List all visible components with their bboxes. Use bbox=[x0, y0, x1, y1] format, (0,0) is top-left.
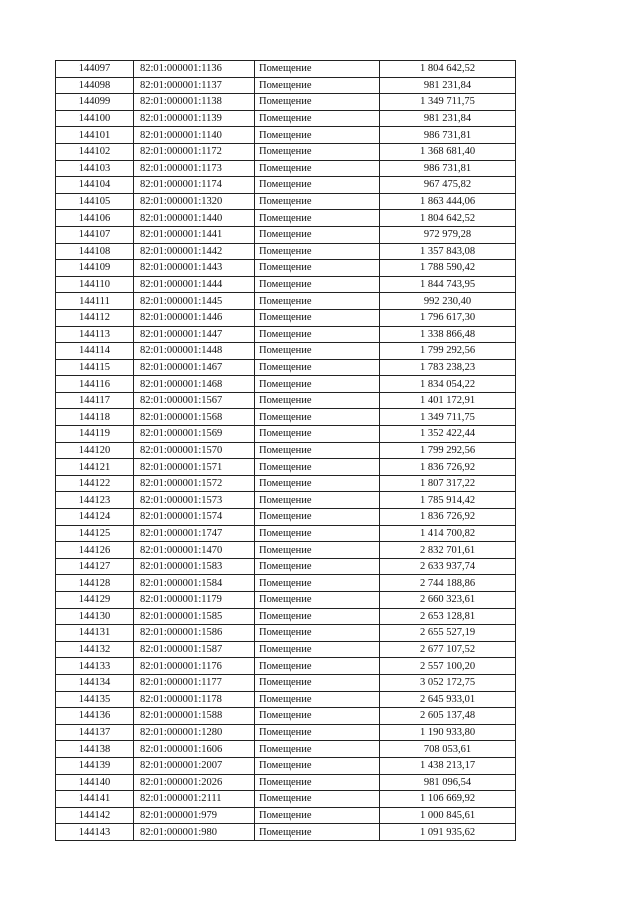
table-row bbox=[56, 691, 516, 708]
cadastral-value-cell: 1 357 843,08 bbox=[380, 243, 516, 260]
object-type-cell: Помещение bbox=[255, 575, 380, 592]
table-row bbox=[56, 459, 516, 476]
cadastral-value-cell: 981 231,84 bbox=[380, 110, 516, 127]
object-type-cell: Помещение bbox=[255, 824, 380, 841]
row-number-cell: 144137 bbox=[56, 724, 134, 741]
object-type-cell: Помещение bbox=[255, 276, 380, 293]
row-number-cell: 144140 bbox=[56, 774, 134, 791]
row-number-cell: 144111 bbox=[56, 293, 134, 310]
object-type-cell: Помещение bbox=[255, 409, 380, 426]
row-number-cell: 144136 bbox=[56, 708, 134, 725]
object-type-cell: Помещение bbox=[255, 741, 380, 758]
cadastral-value-cell: 2 832 701,61 bbox=[380, 542, 516, 559]
cadastral-number-cell: 82:01:000001:1571 bbox=[134, 459, 255, 476]
cadastral-value-cell: 981 096,54 bbox=[380, 774, 516, 791]
table-row bbox=[56, 293, 516, 310]
row-number-cell: 144100 bbox=[56, 110, 134, 127]
table-row bbox=[56, 608, 516, 625]
table-row bbox=[56, 475, 516, 492]
cadastral-value-cell: 1 438 213,17 bbox=[380, 757, 516, 774]
cadastral-value-cell: 708 053,61 bbox=[380, 741, 516, 758]
cadastral-value-cell: 1 349 711,75 bbox=[380, 409, 516, 426]
row-number-cell: 144122 bbox=[56, 475, 134, 492]
cadastral-number-cell: 82:01:000001:1139 bbox=[134, 110, 255, 127]
cadastral-value-cell: 3 052 172,75 bbox=[380, 674, 516, 691]
object-type-cell: Помещение bbox=[255, 691, 380, 708]
cadastral-value-cell: 2 645 933,01 bbox=[380, 691, 516, 708]
row-number-cell: 144123 bbox=[56, 492, 134, 509]
table-row bbox=[56, 791, 516, 808]
object-type-cell: Помещение bbox=[255, 608, 380, 625]
cadastral-value-cell: 1 414 700,82 bbox=[380, 525, 516, 542]
table-row bbox=[56, 376, 516, 393]
cadastral-number-cell: 82:01:000001:1320 bbox=[134, 193, 255, 210]
object-type-cell: Помещение bbox=[255, 309, 380, 326]
cadastral-value-cell: 1 368 681,40 bbox=[380, 143, 516, 160]
object-type-cell: Помещение bbox=[255, 210, 380, 227]
object-type-cell: Помещение bbox=[255, 475, 380, 492]
object-type-cell: Помещение bbox=[255, 359, 380, 376]
table-row bbox=[56, 127, 516, 144]
object-type-cell: Помещение bbox=[255, 243, 380, 260]
object-type-cell: Помещение bbox=[255, 143, 380, 160]
cadastral-value-cell: 986 731,81 bbox=[380, 160, 516, 177]
cadastral-value-cell: 1 834 054,22 bbox=[380, 376, 516, 393]
row-number-cell: 144124 bbox=[56, 509, 134, 526]
cadastral-number-cell: 82:01:000001:1588 bbox=[134, 708, 255, 725]
cadastral-number-cell: 82:01:000001:2111 bbox=[134, 791, 255, 808]
row-number-cell: 144128 bbox=[56, 575, 134, 592]
cadastral-number-cell: 82:01:000001:1178 bbox=[134, 691, 255, 708]
cadastral-number-cell: 82:01:000001:1172 bbox=[134, 143, 255, 160]
table-row bbox=[56, 143, 516, 160]
cadastral-number-cell: 82:01:000001:979 bbox=[134, 807, 255, 824]
object-type-cell: Помещение bbox=[255, 77, 380, 94]
cadastral-value-cell: 2 653 128,81 bbox=[380, 608, 516, 625]
table-row bbox=[56, 210, 516, 227]
cadastral-value-cell: 1 106 669,92 bbox=[380, 791, 516, 808]
cadastral-value-cell: 1 338 866,48 bbox=[380, 326, 516, 343]
cadastral-value-cell: 1 000 845,61 bbox=[380, 807, 516, 824]
cadastral-value-cell: 1 799 292,56 bbox=[380, 343, 516, 360]
row-number-cell: 144117 bbox=[56, 392, 134, 409]
table-row bbox=[56, 392, 516, 409]
row-number-cell: 144135 bbox=[56, 691, 134, 708]
object-type-cell: Помещение bbox=[255, 193, 380, 210]
table-row bbox=[56, 160, 516, 177]
object-type-cell: Помещение bbox=[255, 724, 380, 741]
cadastral-number-cell: 82:01:000001:1445 bbox=[134, 293, 255, 310]
object-type-cell: Помещение bbox=[255, 426, 380, 443]
object-type-cell: Помещение bbox=[255, 525, 380, 542]
cadastral-number-cell: 82:01:000001:1587 bbox=[134, 641, 255, 658]
cadastral-value-cell: 2 677 107,52 bbox=[380, 641, 516, 658]
cadastral-value-cell: 992 230,40 bbox=[380, 293, 516, 310]
row-number-cell: 144097 bbox=[56, 61, 134, 78]
cadastral-number-cell: 82:01:000001:1176 bbox=[134, 658, 255, 675]
cadastral-number-cell: 82:01:000001:2026 bbox=[134, 774, 255, 791]
table-row bbox=[56, 807, 516, 824]
row-number-cell: 144126 bbox=[56, 542, 134, 559]
cadastral-number-cell: 82:01:000001:1136 bbox=[134, 61, 255, 78]
object-type-cell: Помещение bbox=[255, 127, 380, 144]
cadastral-number-cell: 82:01:000001:1140 bbox=[134, 127, 255, 144]
cadastral-value-cell: 1 836 726,92 bbox=[380, 509, 516, 526]
table-row bbox=[56, 757, 516, 774]
table-row bbox=[56, 110, 516, 127]
cadastral-value-cell: 1 349 711,75 bbox=[380, 94, 516, 111]
row-number-cell: 144113 bbox=[56, 326, 134, 343]
cadastral-value-cell: 1 788 590,42 bbox=[380, 260, 516, 277]
property-table bbox=[55, 60, 516, 841]
cadastral-value-cell: 981 231,84 bbox=[380, 77, 516, 94]
cadastral-number-cell: 82:01:000001:1444 bbox=[134, 276, 255, 293]
cadastral-value-cell: 1 190 933,80 bbox=[380, 724, 516, 741]
object-type-cell: Помещение bbox=[255, 392, 380, 409]
object-type-cell: Помещение bbox=[255, 110, 380, 127]
table-row bbox=[56, 641, 516, 658]
cadastral-number-cell: 82:01:000001:1137 bbox=[134, 77, 255, 94]
cadastral-value-cell: 1 352 422,44 bbox=[380, 426, 516, 443]
table-row bbox=[56, 724, 516, 741]
row-number-cell: 144121 bbox=[56, 459, 134, 476]
table-row bbox=[56, 426, 516, 443]
row-number-cell: 144107 bbox=[56, 226, 134, 243]
cadastral-number-cell: 82:01:000001:1470 bbox=[134, 542, 255, 559]
table-row bbox=[56, 492, 516, 509]
object-type-cell: Помещение bbox=[255, 807, 380, 824]
object-type-cell: Помещение bbox=[255, 442, 380, 459]
row-number-cell: 144099 bbox=[56, 94, 134, 111]
object-type-cell: Помещение bbox=[255, 459, 380, 476]
object-type-cell: Помещение bbox=[255, 293, 380, 310]
cadastral-number-cell: 82:01:000001:1585 bbox=[134, 608, 255, 625]
cadastral-value-cell: 967 475,82 bbox=[380, 177, 516, 194]
cadastral-number-cell: 82:01:000001:1747 bbox=[134, 525, 255, 542]
object-type-cell: Помещение bbox=[255, 160, 380, 177]
cadastral-number-cell: 82:01:000001:1440 bbox=[134, 210, 255, 227]
cadastral-value-cell: 1 796 617,30 bbox=[380, 309, 516, 326]
table-row bbox=[56, 243, 516, 260]
row-number-cell: 144116 bbox=[56, 376, 134, 393]
row-number-cell: 144101 bbox=[56, 127, 134, 144]
row-number-cell: 144108 bbox=[56, 243, 134, 260]
cadastral-value-cell: 1 807 317,22 bbox=[380, 475, 516, 492]
table-row bbox=[56, 409, 516, 426]
table-row bbox=[56, 94, 516, 111]
table-row bbox=[56, 509, 516, 526]
table-row bbox=[56, 708, 516, 725]
row-number-cell: 144110 bbox=[56, 276, 134, 293]
cadastral-number-cell: 82:01:000001:1174 bbox=[134, 177, 255, 194]
cadastral-value-cell: 1 783 238,23 bbox=[380, 359, 516, 376]
object-type-cell: Помещение bbox=[255, 326, 380, 343]
table-row bbox=[56, 658, 516, 675]
row-number-cell: 144098 bbox=[56, 77, 134, 94]
row-number-cell: 144130 bbox=[56, 608, 134, 625]
table-row bbox=[56, 525, 516, 542]
table-row bbox=[56, 442, 516, 459]
cadastral-value-cell: 2 557 100,20 bbox=[380, 658, 516, 675]
cadastral-value-cell: 2 633 937,74 bbox=[380, 558, 516, 575]
cadastral-value-cell: 1 844 743,95 bbox=[380, 276, 516, 293]
object-type-cell: Помещение bbox=[255, 343, 380, 360]
cadastral-number-cell: 82:01:000001:1574 bbox=[134, 509, 255, 526]
row-number-cell: 144125 bbox=[56, 525, 134, 542]
cadastral-value-cell: 1 799 292,56 bbox=[380, 442, 516, 459]
table-row bbox=[56, 276, 516, 293]
cadastral-value-cell: 1 804 642,52 bbox=[380, 61, 516, 78]
table-row bbox=[56, 77, 516, 94]
table-row bbox=[56, 326, 516, 343]
object-type-cell: Помещение bbox=[255, 757, 380, 774]
table-row bbox=[56, 558, 516, 575]
cadastral-value-cell: 1 804 642,52 bbox=[380, 210, 516, 227]
object-type-cell: Помещение bbox=[255, 641, 380, 658]
cadastral-number-cell: 82:01:000001:1448 bbox=[134, 343, 255, 360]
cadastral-value-cell: 1 836 726,92 bbox=[380, 459, 516, 476]
table-row bbox=[56, 674, 516, 691]
table-row bbox=[56, 824, 516, 841]
row-number-cell: 144104 bbox=[56, 177, 134, 194]
table-row bbox=[56, 193, 516, 210]
table-row bbox=[56, 542, 516, 559]
cadastral-number-cell: 82:01:000001:1468 bbox=[134, 376, 255, 393]
table-row bbox=[56, 359, 516, 376]
row-number-cell: 144133 bbox=[56, 658, 134, 675]
table-row bbox=[56, 309, 516, 326]
cadastral-number-cell: 82:01:000001:1446 bbox=[134, 309, 255, 326]
table-row bbox=[56, 592, 516, 609]
cadastral-number-cell: 82:01:000001:1177 bbox=[134, 674, 255, 691]
cadastral-value-cell: 2 744 188,86 bbox=[380, 575, 516, 592]
cadastral-number-cell: 82:01:000001:1179 bbox=[134, 592, 255, 609]
row-number-cell: 144138 bbox=[56, 741, 134, 758]
table-row bbox=[56, 774, 516, 791]
object-type-cell: Помещение bbox=[255, 226, 380, 243]
cadastral-number-cell: 82:01:000001:1280 bbox=[134, 724, 255, 741]
object-type-cell: Помещение bbox=[255, 558, 380, 575]
row-number-cell: 144129 bbox=[56, 592, 134, 609]
cadastral-number-cell: 82:01:000001:1568 bbox=[134, 409, 255, 426]
cadastral-number-cell: 82:01:000001:1443 bbox=[134, 260, 255, 277]
cadastral-number-cell: 82:01:000001:1569 bbox=[134, 426, 255, 443]
cadastral-number-cell: 82:01:000001:1573 bbox=[134, 492, 255, 509]
object-type-cell: Помещение bbox=[255, 674, 380, 691]
cadastral-number-cell: 82:01:000001:1441 bbox=[134, 226, 255, 243]
object-type-cell: Помещение bbox=[255, 376, 380, 393]
row-number-cell: 144143 bbox=[56, 824, 134, 841]
cadastral-number-cell: 82:01:000001:1606 bbox=[134, 741, 255, 758]
cadastral-number-cell: 82:01:000001:1570 bbox=[134, 442, 255, 459]
object-type-cell: Помещение bbox=[255, 94, 380, 111]
row-number-cell: 144118 bbox=[56, 409, 134, 426]
cadastral-number-cell: 82:01:000001:1586 bbox=[134, 625, 255, 642]
table-row bbox=[56, 575, 516, 592]
object-type-cell: Помещение bbox=[255, 658, 380, 675]
cadastral-number-cell: 82:01:000001:1467 bbox=[134, 359, 255, 376]
row-number-cell: 144106 bbox=[56, 210, 134, 227]
table-row bbox=[56, 226, 516, 243]
row-number-cell: 144132 bbox=[56, 641, 134, 658]
cadastral-number-cell: 82:01:000001:1567 bbox=[134, 392, 255, 409]
object-type-cell: Помещение bbox=[255, 61, 380, 78]
table-row bbox=[56, 260, 516, 277]
row-number-cell: 144139 bbox=[56, 757, 134, 774]
object-type-cell: Помещение bbox=[255, 791, 380, 808]
table-body bbox=[56, 61, 516, 841]
cadastral-number-cell: 82:01:000001:2007 bbox=[134, 757, 255, 774]
table-row bbox=[56, 61, 516, 78]
object-type-cell: Помещение bbox=[255, 177, 380, 194]
row-number-cell: 144102 bbox=[56, 143, 134, 160]
cadastral-number-cell: 82:01:000001:1583 bbox=[134, 558, 255, 575]
table-row bbox=[56, 343, 516, 360]
object-type-cell: Помещение bbox=[255, 592, 380, 609]
table-row bbox=[56, 625, 516, 642]
table-row bbox=[56, 177, 516, 194]
cadastral-number-cell: 82:01:000001:1442 bbox=[134, 243, 255, 260]
cadastral-number-cell: 82:01:000001:1572 bbox=[134, 475, 255, 492]
row-number-cell: 144131 bbox=[56, 625, 134, 642]
cadastral-number-cell: 82:01:000001:1138 bbox=[134, 94, 255, 111]
cadastral-value-cell: 1 091 935,62 bbox=[380, 824, 516, 841]
cadastral-number-cell: 82:01:000001:1447 bbox=[134, 326, 255, 343]
cadastral-value-cell: 2 655 527,19 bbox=[380, 625, 516, 642]
cadastral-number-cell: 82:01:000001:1173 bbox=[134, 160, 255, 177]
row-number-cell: 144115 bbox=[56, 359, 134, 376]
cadastral-value-cell: 986 731,81 bbox=[380, 127, 516, 144]
cadastral-value-cell: 1 863 444,06 bbox=[380, 193, 516, 210]
row-number-cell: 144112 bbox=[56, 309, 134, 326]
cadastral-value-cell: 1 401 172,91 bbox=[380, 392, 516, 409]
cadastral-value-cell: 2 660 323,61 bbox=[380, 592, 516, 609]
row-number-cell: 144127 bbox=[56, 558, 134, 575]
row-number-cell: 144119 bbox=[56, 426, 134, 443]
row-number-cell: 144142 bbox=[56, 807, 134, 824]
object-type-cell: Помещение bbox=[255, 774, 380, 791]
object-type-cell: Помещение bbox=[255, 542, 380, 559]
cadastral-value-cell: 2 605 137,48 bbox=[380, 708, 516, 725]
object-type-cell: Помещение bbox=[255, 708, 380, 725]
row-number-cell: 144103 bbox=[56, 160, 134, 177]
row-number-cell: 144114 bbox=[56, 343, 134, 360]
object-type-cell: Помещение bbox=[255, 260, 380, 277]
table-row bbox=[56, 741, 516, 758]
cadastral-number-cell: 82:01:000001:980 bbox=[134, 824, 255, 841]
row-number-cell: 144105 bbox=[56, 193, 134, 210]
row-number-cell: 144141 bbox=[56, 791, 134, 808]
row-number-cell: 144134 bbox=[56, 674, 134, 691]
object-type-cell: Помещение bbox=[255, 625, 380, 642]
cadastral-number-cell: 82:01:000001:1584 bbox=[134, 575, 255, 592]
row-number-cell: 144120 bbox=[56, 442, 134, 459]
object-type-cell: Помещение bbox=[255, 492, 380, 509]
object-type-cell: Помещение bbox=[255, 509, 380, 526]
cadastral-value-cell: 972 979,28 bbox=[380, 226, 516, 243]
row-number-cell: 144109 bbox=[56, 260, 134, 277]
cadastral-value-cell: 1 785 914,42 bbox=[380, 492, 516, 509]
